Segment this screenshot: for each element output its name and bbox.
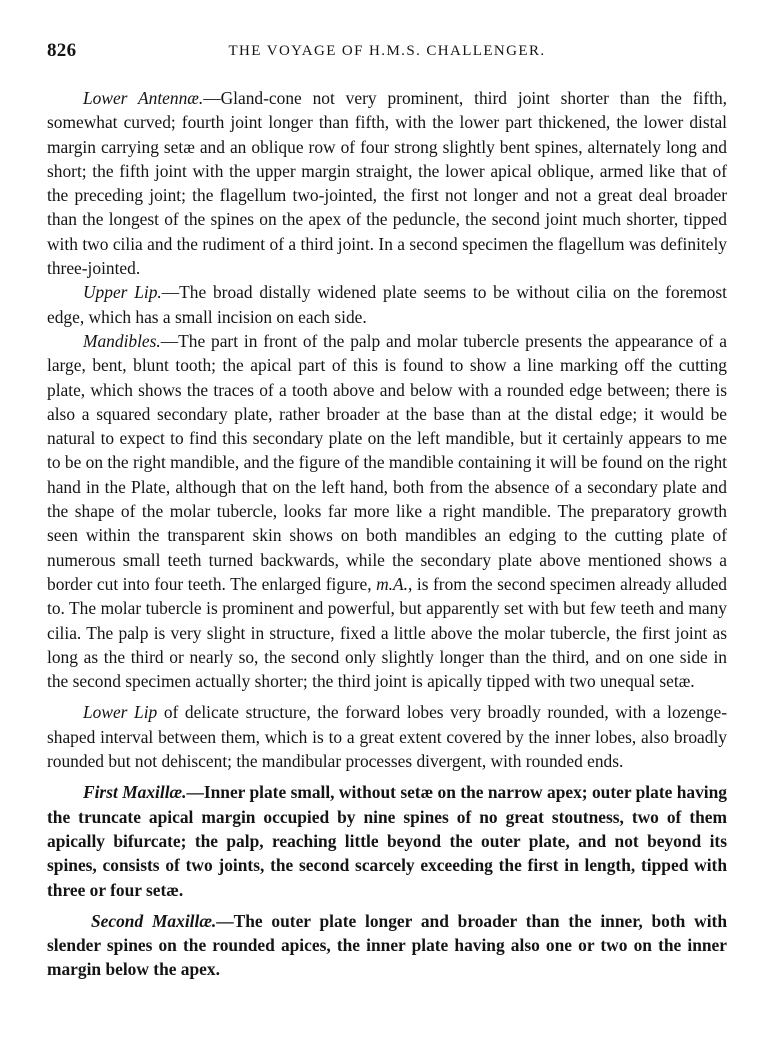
paragraph-text: , is from the second specimen already alluded to. The molar tubercle is prominent and powerful, but apparently set with but few teeth and many cilia. The palp is very slight in structure, fixed a little above the molar tubercle, the first joint as long as the third or nearly so, the second only slightly longer than the third, and on one side in the second specimen actually shorter; the third joint is apically tipped with two unequal setæ. — [47, 573, 727, 692]
figure-reference: m.A. — [376, 573, 409, 594]
section-heading: Lower Lip — [83, 702, 158, 723]
paragraph-first-maxillae — [47, 780, 727, 901]
paragraph-text: —The broad distally widened plate seems to be without cilia on the foremost edge, which has a small incision on each side. — [47, 282, 727, 327]
page-number: 826 — [47, 40, 77, 61]
section-heading: Mandibles. — [83, 330, 161, 351]
paragraph-text: —The outer plate longer and broader than the inner, both with slender spines on the rounded apices, the inner plate having also one or two on the inner margin below the apex. — [47, 910, 727, 980]
paragraph-upper-lip — [47, 280, 727, 329]
body-text — [47, 86, 727, 982]
section-heading: Second Maxillæ. — [91, 910, 217, 931]
paragraph-text: —Gland-cone not very prominent, third joint shorter than the fifth, somewhat curved; fourth joint longer than fifth, with the lower part thickened, the lower distal margin carrying setæ and an oblique row of four strong slightly bent spines, alternately long and short; the fifth joint with the upper margin straight, the lower apical oblique, armed like that of the preceding joint; the flagellum two-jointed, the first not longer and not a great deal broader than the longest of the spines on the apex of the peduncle, the second joint much shorter, tipped with two cilia and the rudiment of a third joint. In a second specimen the flagellum was definitely three-jointed. — [47, 88, 727, 279]
paragraph-lower-lip — [47, 700, 727, 773]
paragraph-text: of delicate structure, the forward lobes very broadly rounded, with a lozenge-shaped interval between them, which is to a great extent covered by the inner lobes, also broadly rounded but not dehiscent; the mandibular processes divergent, with rounded ends. — [47, 702, 727, 772]
paragraph-second-maxillae — [47, 909, 727, 982]
page-header — [47, 40, 727, 66]
section-heading: First Maxillæ. — [83, 782, 187, 803]
running-title: THE VOYAGE OF H.M.S. CHALLENGER. — [228, 43, 546, 59]
paragraph-mandibles — [47, 329, 727, 693]
paragraph-lower-antennae — [47, 86, 727, 280]
paragraph-text: —Inner plate small, without setæ on the narrow apex; outer plate having the truncate apical margin occupied by nine spines of no great stoutness, two of them apically bifurcate; the palp, reaching little beyond the outer plate, and not beyond its spines, consists of two joints, the second scarcely exceeding the first in length, tipped with three or four setæ. — [47, 782, 727, 900]
section-heading: Upper Lip. — [83, 282, 162, 303]
section-heading: Lower Antennæ. — [83, 88, 204, 108]
paragraph-text: —The part in front of the palp and molar tubercle presents the appearance of a large, bent, blunt tooth; the apical part of this is found to show a line marking off the cutting plate, which shows the traces of a tooth above and below with a rounded edge between; there is also a squared secondary plate, rather broader at the base than at the distal edge; it would be natural to expect to find this secondary plate on the left mandible, but it certainly appears to me to be on the right mandible, and the figure of the mandible containing it will be found on the right hand in the Plate, although that on the left hand, both from the absence of a secondary plate and the shape of the molar tubercle, looks far more like a right mandible. The preparatory growth seen within the transparent skin shows on both mandibles an edging to the cutting plate of numerous small teeth turned backwards, while the secondary plate above mentioned shows a border cut into four teeth. The enlarged figure, — [47, 330, 728, 594]
